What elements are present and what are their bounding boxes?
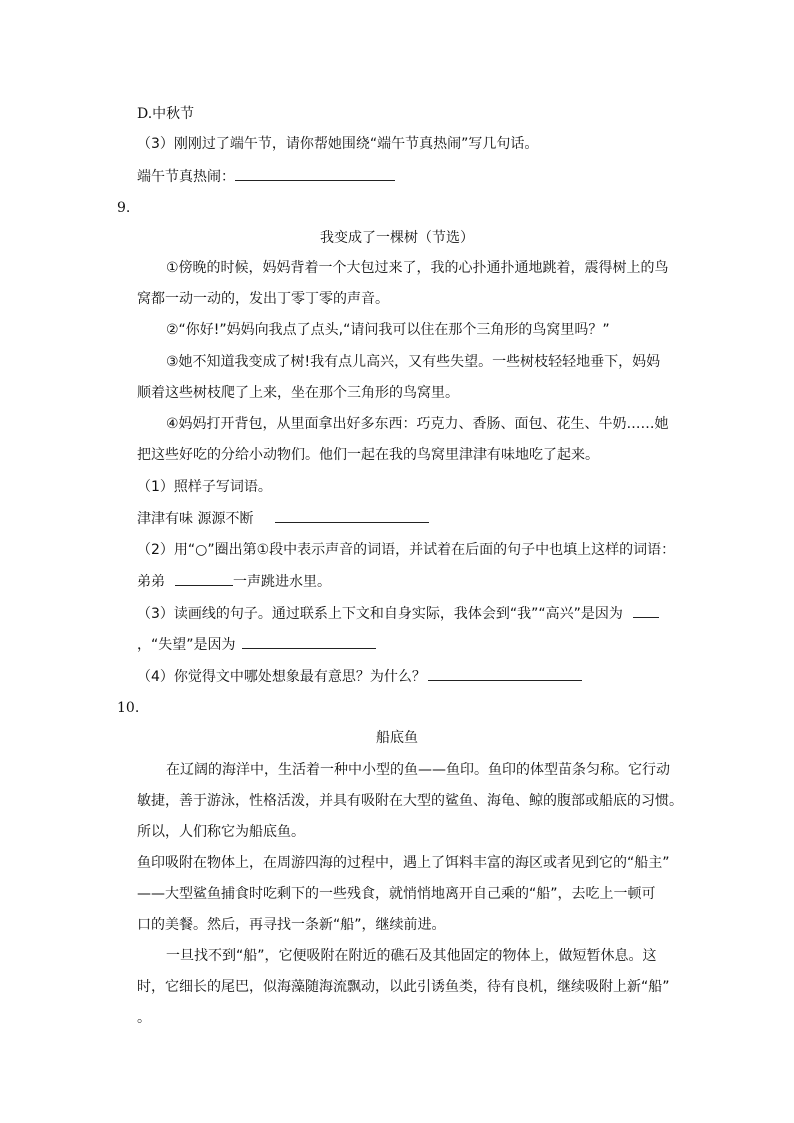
sub-question-1-example: 津津有味 源源不断 — [137, 511, 254, 527]
option-d: D.中秋节 — [137, 106, 195, 122]
paragraph-3-line-2: 顺着这些树枝爬了上来，坐在那个三角形的鸟窝里。 — [137, 385, 459, 401]
sub-question-1-row — [137, 508, 429, 529]
sub-question-3: （3）读画线的句子。通过联系上下文和自身实际，我体会到“我”“高兴”是因为 — [137, 606, 623, 622]
question-3-prompt: （3）刚刚过了端午节，请你帮她围绕“端午节真热闹”写几句话。 — [137, 136, 539, 152]
sub-question-4-row — [137, 666, 582, 687]
sub-question-3-blank-1[interactable] — [633, 603, 659, 618]
sub-question-3-row-2 — [137, 634, 376, 655]
answer-row — [137, 166, 395, 187]
paragraph-2: ②“你好!”妈妈向我点了点头,“请问我可以住在那个三角形的鸟窝里吗？” — [166, 322, 610, 338]
question-number-9: 9. — [117, 200, 131, 216]
sub-question-2-suffix: 一声跳进水里。 — [233, 574, 331, 590]
sub-question-2-row — [137, 571, 331, 592]
q10-paragraph-1-line-1: 在辽阔的海洋中，生活着一种中小型的鱼——鱼印。鱼印的体型苗条匀称。它行动 — [166, 762, 670, 778]
q10-paragraph-1-line-3: 所以，人们称它为船底鱼。 — [137, 824, 305, 840]
paragraph-4-line-2: 把这些好吃的分给小动物们。他们一起在我的鸟窝里津津有味地吃了起来。 — [137, 447, 599, 463]
sub-question-4: （4）你觉得文中哪处想象最有意思？为什么？ — [137, 669, 426, 685]
q10-paragraph-1-line-2: 敏捷，善于游泳，性格活泼，并具有吸附在大型的鲨鱼、海龟、鲸的腹部或船底的习惯。 — [137, 793, 683, 809]
sub-question-3-blank-2[interactable] — [242, 634, 376, 649]
answer-blank[interactable] — [235, 166, 395, 181]
sub-question-2: （2）用“○”圈出第①段中表示声音的词语，并试着在后面的句子中也填上这样的词语： — [137, 542, 676, 558]
sub-question-1: （1）照样子写词语。 — [137, 479, 272, 495]
paragraph-1-line-1: ①傍晚的时候，妈妈背着一个大包过来了，我的心扑通扑通地跳着，震得树上的鸟 — [166, 260, 669, 276]
sub-question-3-line-2: ，“失望”是因为 — [137, 637, 236, 653]
sub-question-2-blank[interactable] — [175, 571, 233, 586]
paragraph-1-line-2: 窝都一动一动的，发出丁零丁零的声音。 — [137, 291, 389, 307]
sub-question-2-prefix: 弟弟 — [137, 574, 165, 590]
passage-title-10: 船底鱼 — [376, 730, 418, 746]
q10-paragraph-2-line-2: ——大型鲨鱼捕食时吃剩下的一些残食，就悄悄地离开自己乘的“船”，去吃上一顿可 — [137, 886, 656, 902]
paragraph-4-line-1: ④妈妈打开背包，从里面拿出好多东西：巧克力、香肠、面包、花生、牛奶……她 — [166, 416, 669, 432]
passage-title-9: 我变成了一棵树（节选） — [320, 230, 474, 246]
answer-label: 端午节真热闹： — [137, 169, 235, 185]
q10-paragraph-2-line-1: 鱼印吸附在物体上，在周游四海的过程中，遇上了饵料丰富的海区或者见到它的“船主” — [137, 855, 670, 871]
q10-paragraph-3-line-1: 一旦找不到“船”，它便吸附在附近的礁石及其他固定的物体上，做短暂休息。这 — [166, 948, 657, 964]
q10-paragraph-2-line-3: 口的美餐。然后，再寻找一条新“船”，继续前进。 — [137, 917, 446, 933]
paragraph-3-line-1: ③她不知道我变成了树!我有点儿高兴，又有些失望。一些树枝轻轻地垂下，妈妈 — [166, 354, 661, 370]
q10-paragraph-3-line-3: 。 — [137, 1010, 151, 1026]
sub-question-4-blank[interactable] — [428, 666, 582, 681]
sub-question-3-row — [137, 603, 659, 624]
sub-question-1-blank[interactable] — [275, 508, 429, 523]
question-number-10: 10. — [117, 700, 140, 716]
q10-paragraph-3-line-2: 时，它细长的尾巴，似海藻随海流飘动，以此引诱鱼类，待有良机，继续吸附上新“船” — [137, 979, 670, 995]
